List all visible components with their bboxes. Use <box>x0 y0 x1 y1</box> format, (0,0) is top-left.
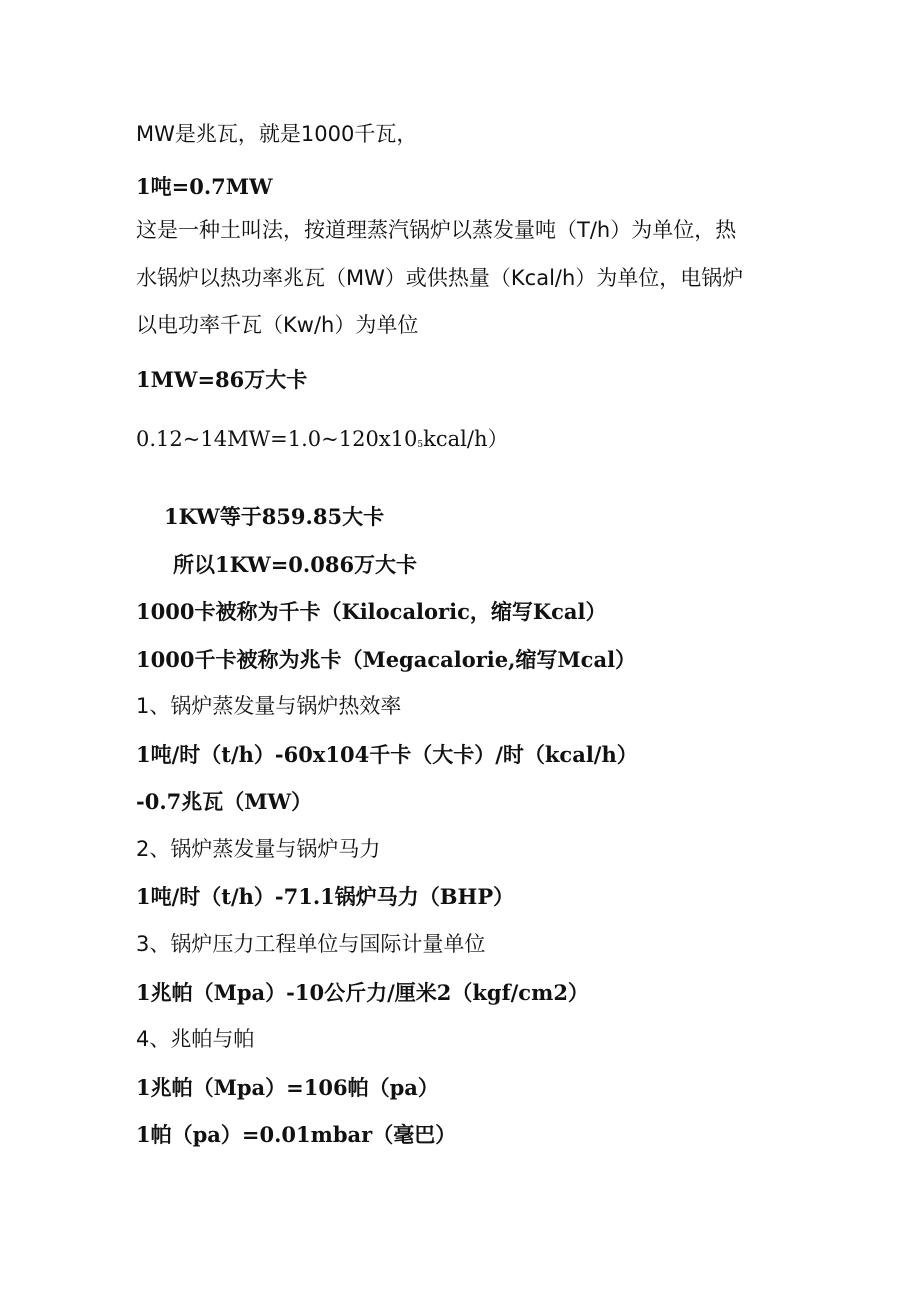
text-line-range <box>136 429 508 450</box>
text-line-pa-to-mbar: 1帕（pa）=0.01mbar（毫巴） <box>136 1122 457 1147</box>
range-text-post: kcal/h） <box>423 427 509 451</box>
text-line-explanation-1: 这是一种土叫法，按道理蒸汽锅炉以蒸发量吨（T/h）为单位，热 <box>136 218 737 242</box>
section-heading-1: 1、锅炉蒸发量与锅炉热效率 <box>136 694 402 718</box>
text-line-ton-to-mw: 1吨=0.7MW <box>136 174 273 199</box>
section-heading-2: 2、锅炉蒸发量与锅炉马力 <box>136 837 381 861</box>
text-line-pressure: 1兆帕（Mpa）-10公斤力/厘米2（kgf/cm2） <box>136 980 589 1005</box>
text-line-explanation-2: 水锅炉以热功率兆瓦（MW）或供热量（Kcal/h）为单位，电锅炉 <box>136 266 744 290</box>
text-line-horsepower: 1吨/时（t/h）-71.1锅炉马力（BHP） <box>136 884 515 909</box>
text-line-explanation-3: 以电功率千瓦（Kw/h）为单位 <box>136 313 419 337</box>
text-line-evaporation-1: 1吨/时（t/h）-60x104千卡（大卡）/时（kcal/h） <box>136 742 638 767</box>
text-line-kilocalorie: 1000卡被称为千卡（Kilocaloric，缩写Kcal） <box>136 599 607 624</box>
text-line-mw-definition: MW是兆瓦，就是1000千瓦， <box>136 122 418 146</box>
text-line-megacalorie: 1000千卡被称为兆卡（Megacalorie,缩写Mcal） <box>136 647 637 672</box>
text-line-evaporation-2: -0.7兆瓦（MW） <box>136 789 313 814</box>
text-line-mw-to-kcal: 1MW=86万大卡 <box>136 367 308 392</box>
range-subscript: 5 <box>417 440 424 450</box>
range-text-pre: 0.12~14MW=1.0~120x10 <box>136 427 418 451</box>
text-line-kw-to-kcal: 1KW等于859.85大卡 <box>164 504 385 529</box>
text-line-kw-conversion: 所以1KW=0.086万大卡 <box>173 552 418 577</box>
text-line-mpa-to-pa: 1兆帕（Mpa）=106帕（pa） <box>136 1075 439 1100</box>
section-heading-3: 3、锅炉压力工程单位与国际计量单位 <box>136 932 486 956</box>
section-heading-4: 4、兆帕与帕 <box>136 1027 255 1051</box>
